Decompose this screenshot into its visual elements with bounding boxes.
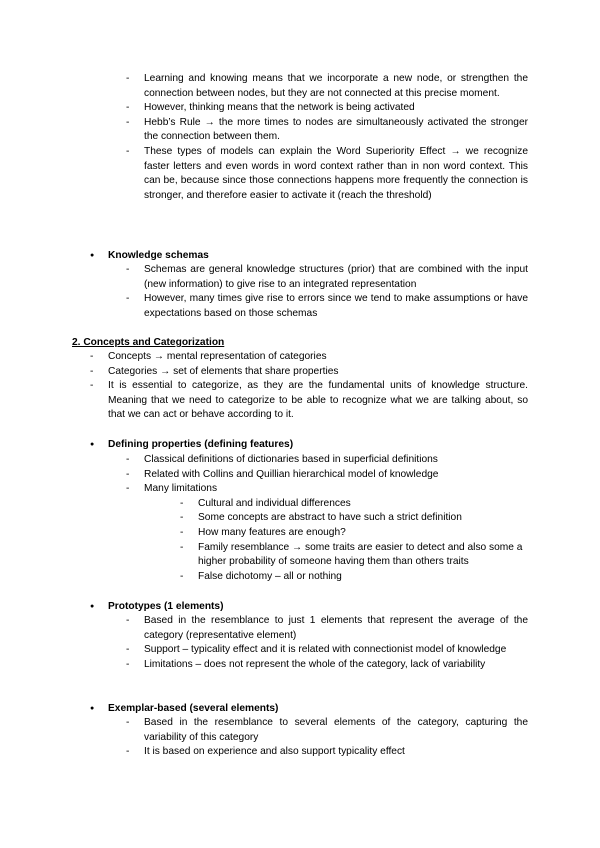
list-item: - Concepts → mental representation of categories — [90, 350, 528, 365]
list-item: - Categories → set of elements that share properties — [90, 365, 528, 380]
defining-properties-heading: ● Defining properties (defining features) — [90, 438, 293, 453]
prototypes-list — [126, 614, 528, 672]
list-item: - False dichotomy – all or nothing — [180, 570, 528, 585]
list-item — [126, 482, 528, 584]
knowledge-schemas-heading: ● Knowledge schemas — [90, 249, 209, 264]
exemplar-heading: ● Exemplar-based (several elements) — [90, 702, 278, 717]
defining-properties-list — [126, 453, 528, 584]
many-limitations-label: Many limitations — [144, 483, 218, 495]
list-item: - Support – typicality effect and it is related with connectionist model of knowledge — [126, 643, 528, 658]
list-item: - How many features are enough? — [180, 526, 528, 541]
list-item: - It is based on experience and also support typicality effect — [126, 745, 528, 760]
list-item: - Hebb’s Rule → the more times to nodes are simultaneously activated the stronger the connection between them. — [126, 116, 528, 145]
list-item: - Learning and knowing means that we incorporate a new node, or strengthen the connection between nodes, but they are not connected at this precise moment. — [126, 72, 528, 101]
list-item: - Cultural and individual differences — [180, 497, 528, 512]
prototypes-heading: ● Prototypes (1 elements) — [90, 600, 224, 615]
list-item: - Based in the resemblance to just 1 elements that represent the average of the category (representative element) — [126, 614, 528, 643]
list-item: - Family resemblance → some traits are easier to detect and also some a higher probability of someone having them than others traits — [180, 541, 528, 570]
list-item: - Some concepts are abstract to have such a strict definition — [180, 511, 528, 526]
list-item: - Related with Collins and Quillian hierarchical model of knowledge — [126, 468, 528, 483]
list-item: - It is essential to categorize, as they are the fundamental units of knowledge structure. Meaning that we need to categorize to be able to recognize what we are talking about, so that we can act or behave according to it. — [90, 379, 528, 423]
network-model-list — [126, 72, 528, 203]
exemplar-list — [126, 716, 528, 760]
list-item: - However, many times give rise to errors since we tend to make assumptions or have expectations based on those schemas — [126, 292, 528, 321]
list-item: - However, thinking means that the network is being activated — [126, 101, 528, 116]
knowledge-schemas-list — [126, 263, 528, 321]
limitations-list — [180, 497, 528, 585]
list-item: - Limitations – does not represent the whole of the category, lack of variability — [126, 658, 528, 673]
list-item: - Classical definitions of dictionaries based in superficial definitions — [126, 453, 528, 468]
list-item: - Schemas are general knowledge structures (prior) that are combined with the input (new information) to give rise to an integrated representation — [126, 263, 528, 292]
list-item: - These types of models can explain the Word Superiority Effect → we recognize faster letters and even words in word context rather than in non word context. This can be, because since those connections happens more frequently the connection is stronger, and therefore easier to activate it (reach the threshold) — [126, 145, 528, 203]
concepts-list — [90, 350, 528, 423]
list-item: - Based in the resemblance to several elements of the category, capturing the variability of this category — [126, 716, 528, 745]
section-title: 2. Concepts and Categorization — [72, 337, 225, 348]
